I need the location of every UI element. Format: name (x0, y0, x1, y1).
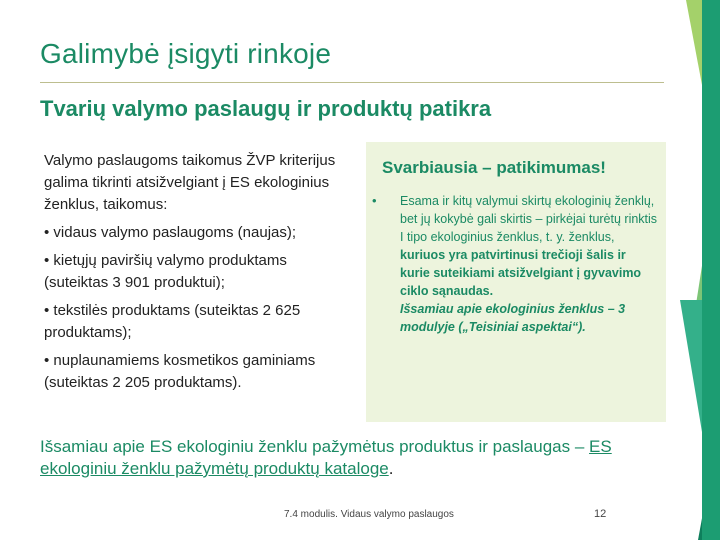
catalogue-note-prefix: Išsamiau apie ES ekologiniu ženklu pažymėtus produktus ir paslaugas – (40, 437, 590, 456)
catalogue-link[interactable]: ES ekologiniu ženklu pažymėtų produktų kataloge (40, 437, 612, 478)
catalogue-note (40, 436, 670, 480)
decor-strip (702, 0, 720, 540)
callout-text-plain: Esama ir kitų valymui skirtų ekologinių ženklų, bet jų kokybė gali skirtis – pirkėjai turėtų rinktis I tipo ekologinius ženklus, t. y. ženklus, (400, 194, 658, 244)
footer-module: 7.4 modulis. Vidaus valymo paslaugos (284, 509, 454, 520)
decorative-band (670, 0, 720, 540)
slide-title: Galimybė įsigyti rinkoje (40, 38, 332, 69)
callout-text (400, 192, 658, 336)
bullet-icon: • (372, 193, 377, 208)
page-number: 12 (594, 508, 607, 520)
list-item: • tekstilės produktams (suteiktas 2 625 produktams); (44, 302, 301, 341)
intro-paragraph: Valymo paslaugoms taikomus ŽVP kriterijus galima tikrinti atsižvelgiant į ES ekologinius ženklus, taikomus: (44, 152, 336, 213)
left-column (44, 150, 349, 400)
callout-heading: Svarbiausia – patikimumas! (382, 158, 606, 177)
callout-text-bold: kuriuos yra patvirtinusi trečioji šalis ir kurie suteikiami atsižvelgiant į gyvavimo ciklo sąnaudas. (400, 248, 642, 298)
list-item: • vidaus valymo paslaugoms (naujas); (44, 224, 297, 241)
catalogue-note-suffix: . (388, 459, 394, 478)
slide-subtitle: Tvarių valymo paslaugų ir produktų patikra (40, 96, 492, 121)
list-item: • kietųjų paviršių valymo produktams (suteiktas 3 901 produktui); (44, 252, 287, 291)
callout-box (366, 142, 666, 422)
callout-reference: Išsamiau apie ekologinius ženklus – 3 modulyje („Teisiniai aspektai“). (400, 302, 626, 334)
list-item: • nuplaunamiems kosmetikos gaminiams (suteiktas 2 205 produktams). (44, 352, 316, 391)
title-divider (40, 82, 664, 83)
